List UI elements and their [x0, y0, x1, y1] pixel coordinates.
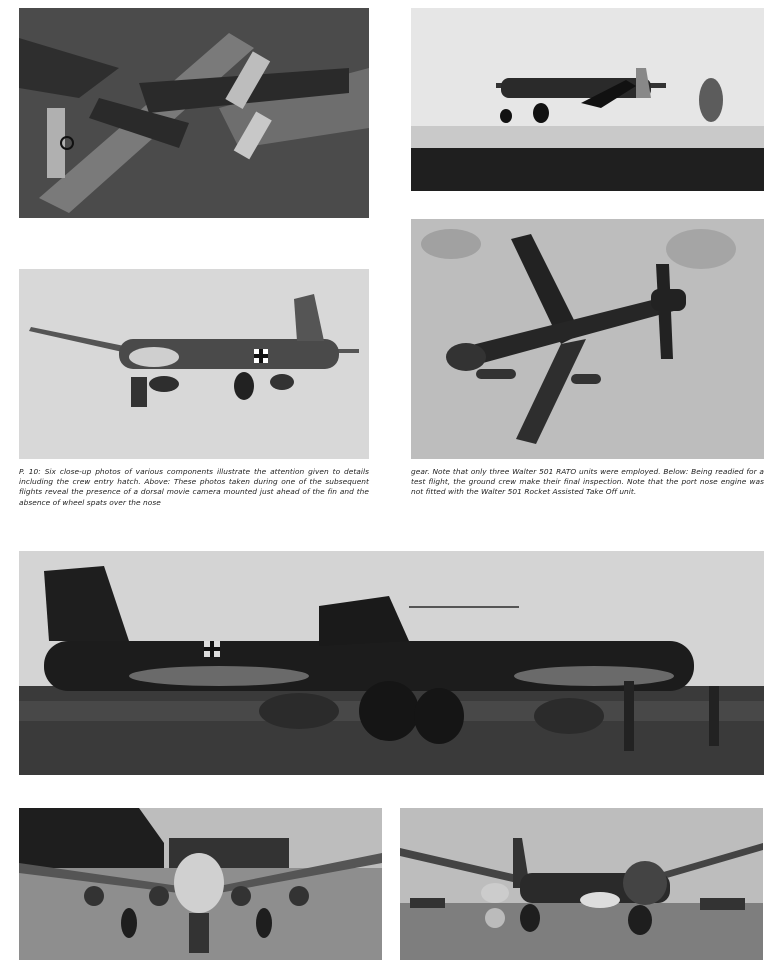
photo-bottom-left: [19, 808, 382, 960]
photo-mid-left: [19, 269, 369, 459]
photo-mid-right: [411, 219, 764, 459]
photo-wide: [19, 551, 764, 775]
photo-top-left: [19, 8, 369, 218]
aircraft-takeoff-image: [411, 8, 764, 191]
aircraft-ground-crew-image: [19, 551, 764, 775]
aircraft-overhead-image: [19, 8, 369, 218]
aircraft-underside-image: [411, 219, 764, 459]
aircraft-in-flight-side-image: [19, 269, 369, 459]
aircraft-front-view-image: [19, 808, 382, 960]
caption-right: gear. Note that only three Walter 501 RATO units were employed. Below: Being readied for a test flight, the ground crew make their final inspection. Note that the port nose engine was not fitted with the Walter 501 Rocket Assisted Take Off unit.: [411, 467, 764, 497]
aircraft-three-quarter-image: [400, 808, 763, 960]
caption-left: P. 10: Six close-up photos of various components illustrate the attention given to details including the crew entry hatch. Above: These photos taken during one of the subsequent flights reveal the presence of a dorsal movie camera mounted just ahead of the fin and the absence of wheel spats over the nose: [19, 467, 369, 507]
photo-top-right: [411, 8, 764, 191]
photo-bottom-right: [400, 808, 763, 960]
